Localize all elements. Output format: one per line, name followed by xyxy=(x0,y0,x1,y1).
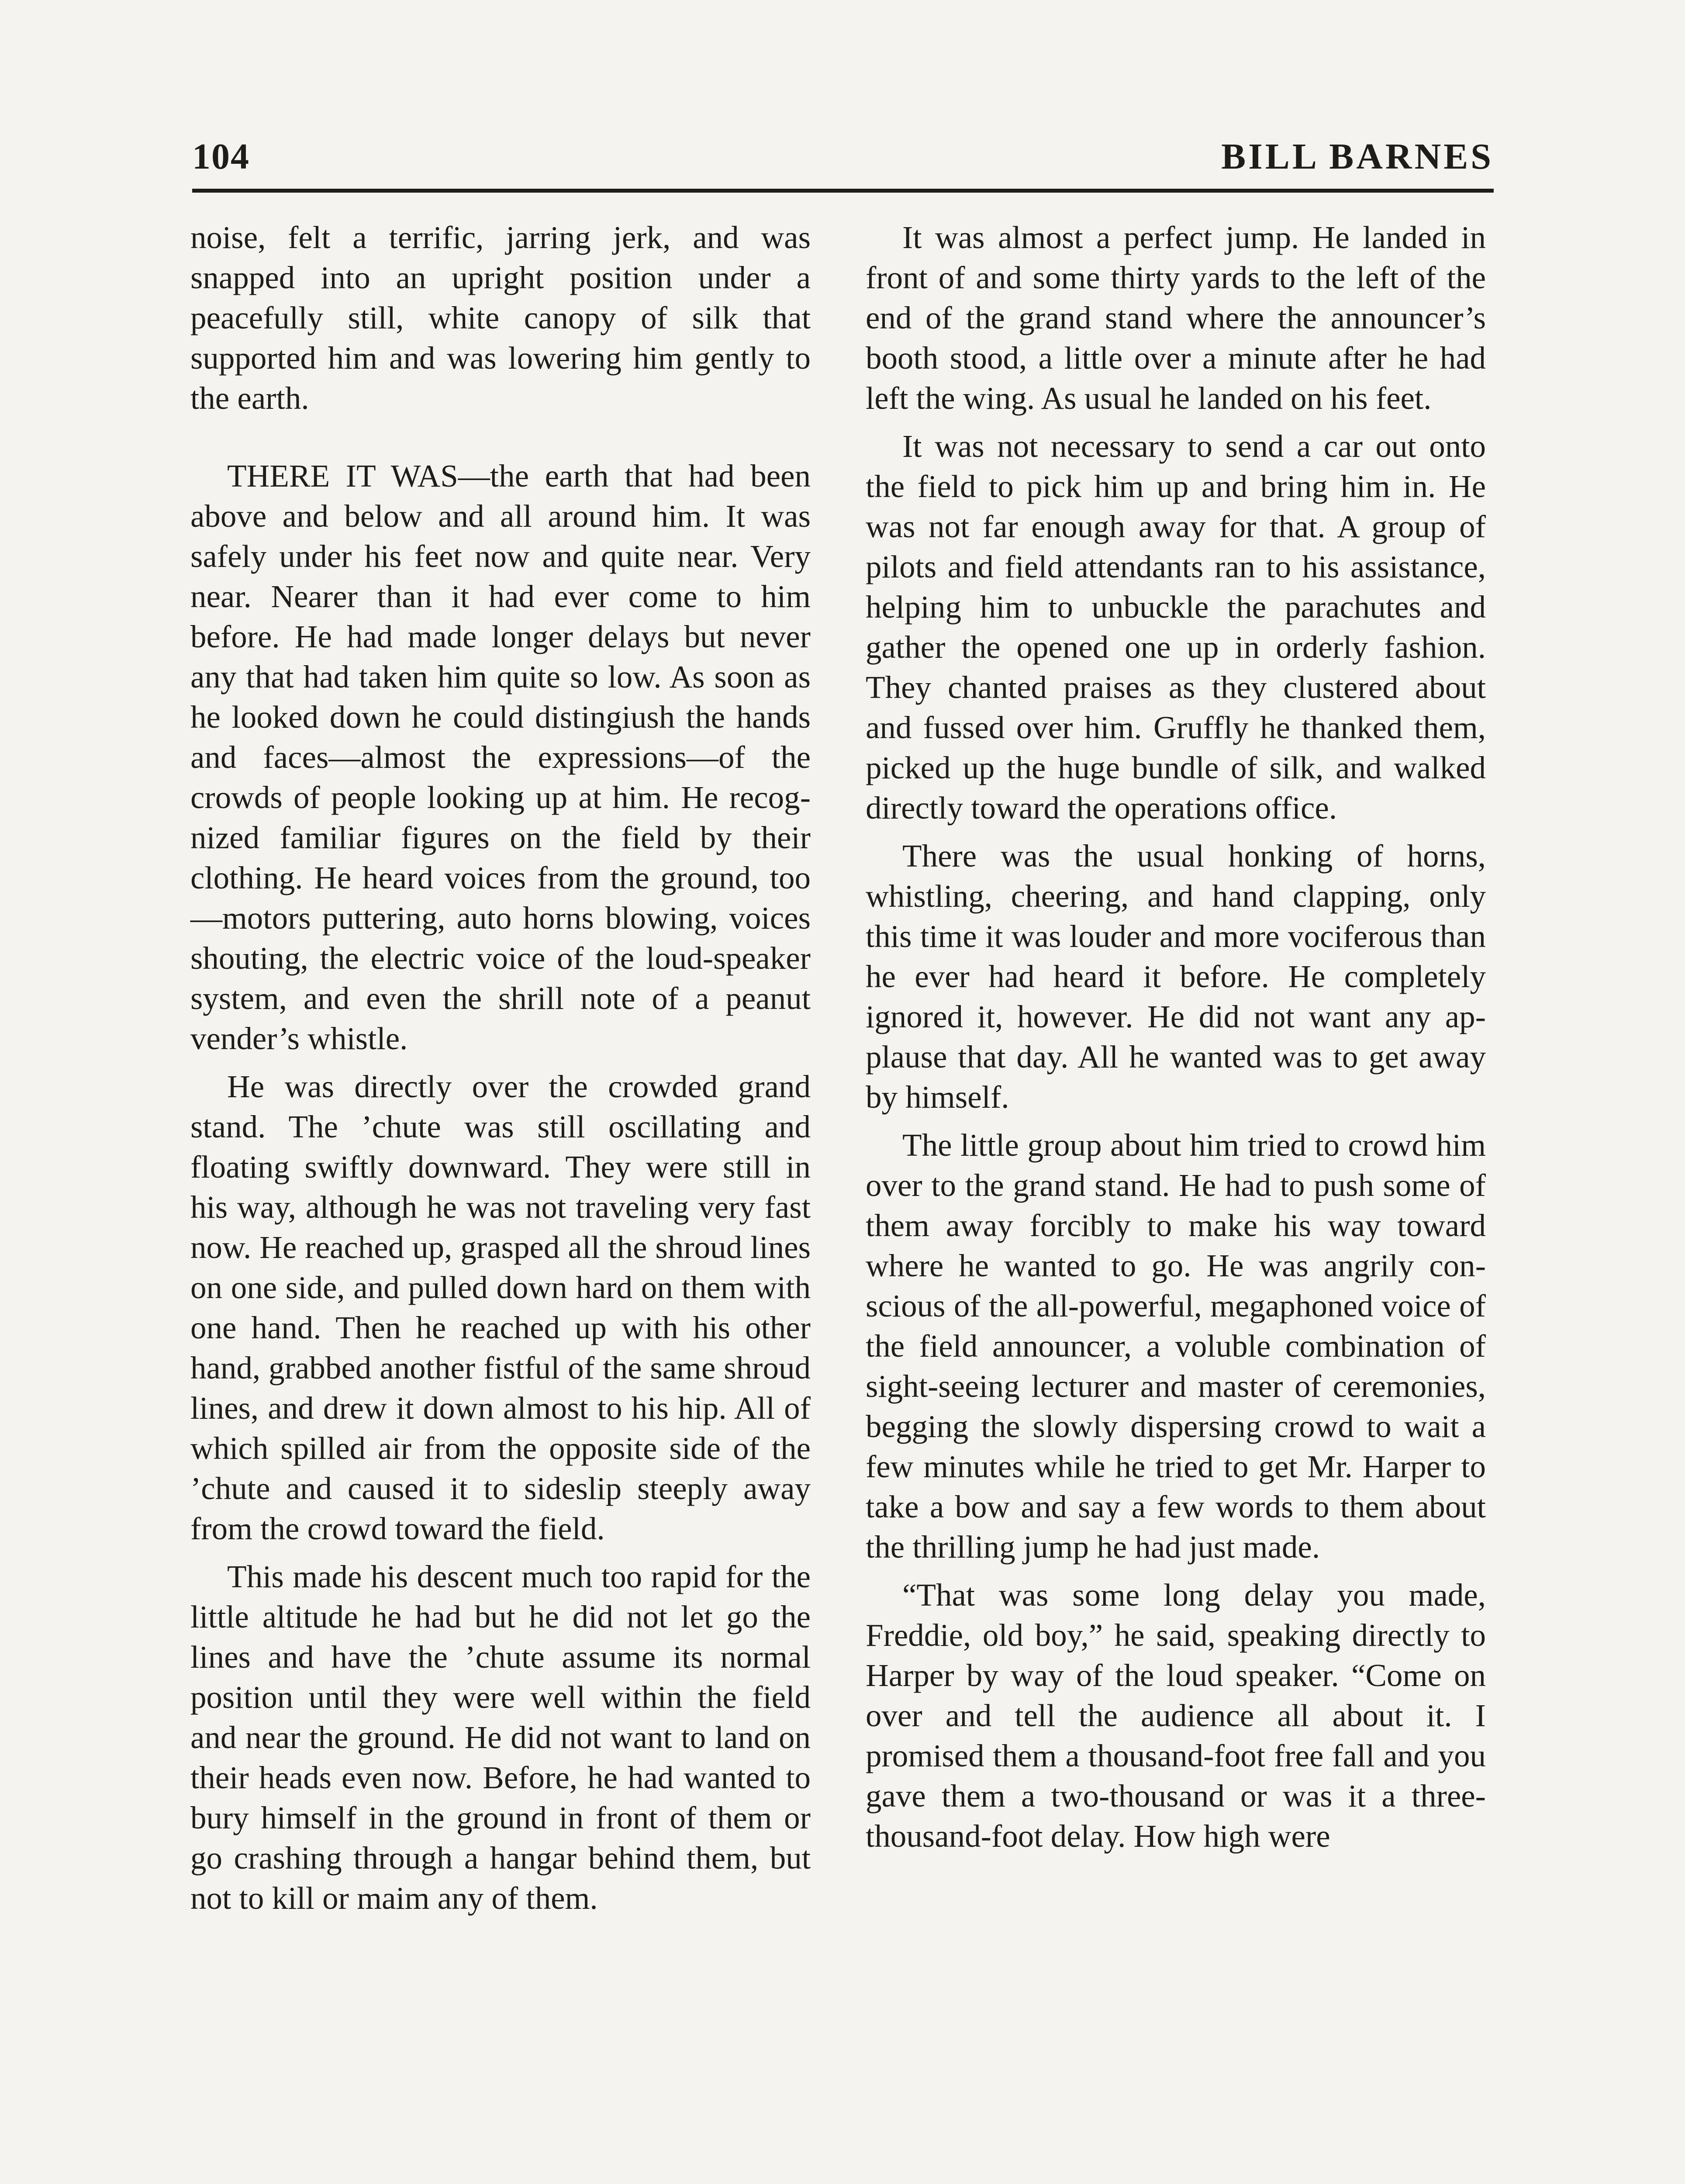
page-header xyxy=(192,131,1494,183)
paragraph: This made his descent much too rapid for the little altitude he had but he did not let go the lines and have the ’chute assume its normal position until they were well within the field and near the ground. He did not want to land on their heads even now. Before, he had wanted to bury himself in the ground in front of them or go crashing through a hangar behind them, but not to kill or maim any of them. xyxy=(190,1559,811,1916)
paragraph: It was not necessary to send a car out onto the field to pick him up and bring him in. He was not far enough away for that. A group of pilots and field attendants ran to his assistance, helping him to unbuckle the parachutes and gather the opened one up in orderly fashion. They chanted praises as they clustered about and fussed over him. Gruffly he thanked them, picked up the huge bundle of silk, and walked directly toward the operations office. xyxy=(866,429,1486,826)
paragraph: THERE IT WAS—the earth that had been above and below and all around him. It was safely under his feet now and quite near. Very near. Nearer than it had ever come to him before. He had made longer delays but never any that had taken him quite so low. As soon as he looked down he could distingiush the hands and faces—almost the expressions—of the crowds of people looking up at him. He recognized familiar figures on the field by their clothing. He heard voices from the ground, too—motors puttering, auto horns blowing, voices shouting, the electric voice of the loud-speaker system, and even the shrill note of a peanut vender’s whistle. xyxy=(190,458,811,1056)
paragraph: noise, felt a terrific, jarring jerk, and was snapped into an upright position under a peacefully still, white canopy of silk that supported him and was lowering him gently to the earth. xyxy=(190,220,811,416)
paragraph: There was the usual honking of horns, whistling, cheering, and hand clapping, only this time it was louder and more vociferous than he ever had heard it before. He completely ignored it, however. He did not want any applause that day. All he wanted was to get away by himself. xyxy=(866,838,1486,1115)
paragraph: “That was some long delay you made, Freddie, old boy,” he said, speaking directly to Harper by way of the loud speaker. “Come on over and tell the audience all about it. I promised them a thousand-foot free fall and you gave them a two-thousand or was it a three-thousand-foot delay. How high were xyxy=(866,1577,1486,1854)
paragraph: He was directly over the crowded grand stand. The ’chute was still oscillating and floating swiftly downward. They were still in his way, although he was not traveling very fast now. He reached up, grasped all the shroud lines on one side, and pulled down hard on them with one hand. Then he reached up with his other hand, grabbed another fistful of the same shroud lines, and drew it down almost to his hip. All of which spilled air from the opposite side of the ’chute and caused it to sideslip steeply away from the crowd toward the field. xyxy=(190,1069,811,1546)
running-title: BILL BARNES xyxy=(1221,136,1494,177)
page-number: 104 xyxy=(192,136,250,177)
header-rule xyxy=(192,189,1494,193)
left-column xyxy=(190,218,811,1926)
paragraph: It was almost a perfect jump. He landed in front of and some thirty yards to the left of the end of the grand stand where the announcer’s booth stood, a little over a minute after he had left the wing. As usual he landed on his feet. xyxy=(866,220,1486,416)
right-column xyxy=(866,218,1486,1864)
paragraph: The little group about him tried to crowd him over to the grand stand. He had to push some of them away forcibly to make his way toward where he wanted to go. He was angrily conscious of the all-powerful, megaphoned voice of the field announcer, a voluble combination of sight-seeing lecturer and master of ceremonies, begging the slowly dispersing crowd to wait a few minutes while he tried to get Mr. Harper to take a bow and say a few words to them about the thrilling jump he had just made. xyxy=(866,1127,1486,1565)
